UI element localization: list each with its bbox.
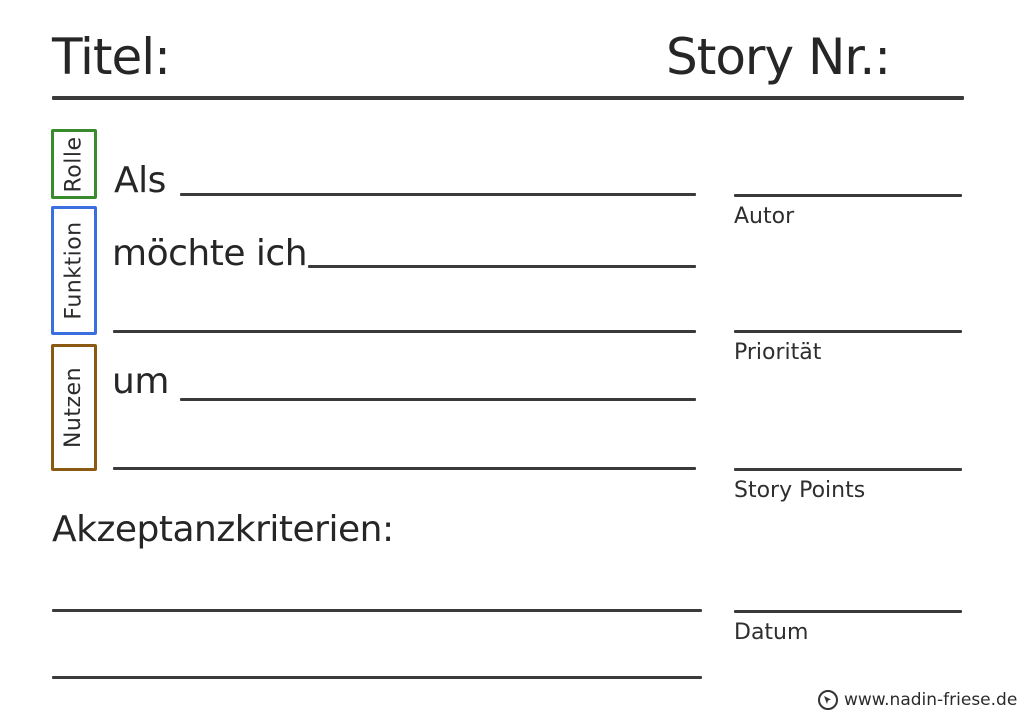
author-line[interactable] bbox=[734, 194, 962, 197]
function-line-2[interactable] bbox=[113, 330, 696, 333]
title-label: Titel: bbox=[52, 28, 170, 86]
acceptance-line-2[interactable] bbox=[52, 676, 702, 679]
function-line[interactable] bbox=[308, 265, 696, 268]
benefit-tag-label: Nutzen bbox=[61, 366, 87, 449]
function-prompt: möchte ich bbox=[112, 233, 308, 274]
date-line[interactable] bbox=[734, 610, 962, 613]
story-points-label: Story Points bbox=[734, 478, 866, 503]
story-points-line[interactable] bbox=[734, 468, 962, 471]
footer-website-text: www.nadin-friese.de bbox=[844, 690, 1018, 710]
benefit-tag bbox=[51, 344, 97, 471]
function-tag-label: Funktion bbox=[61, 221, 87, 320]
story-number-label: Story Nr.: bbox=[666, 28, 891, 86]
function-tag bbox=[51, 206, 97, 335]
acceptance-line-1[interactable] bbox=[52, 609, 702, 612]
header-title-line[interactable] bbox=[52, 96, 964, 100]
benefit-line[interactable] bbox=[180, 398, 696, 401]
benefit-line-2[interactable] bbox=[113, 467, 696, 470]
author-label: Autor bbox=[734, 204, 795, 229]
date-label: Datum bbox=[734, 620, 809, 645]
footer-website[interactable] bbox=[818, 690, 1017, 710]
priority-line[interactable] bbox=[734, 330, 962, 333]
priority-label: Priorität bbox=[734, 340, 822, 365]
role-tag bbox=[51, 129, 97, 199]
benefit-prompt: um bbox=[112, 361, 169, 402]
cursor-icon bbox=[818, 690, 838, 710]
role-line[interactable] bbox=[180, 193, 696, 196]
role-tag-label: Rolle bbox=[61, 135, 87, 193]
role-prompt: Als bbox=[114, 160, 166, 201]
acceptance-label: Akzeptanzkriterien: bbox=[52, 509, 394, 550]
